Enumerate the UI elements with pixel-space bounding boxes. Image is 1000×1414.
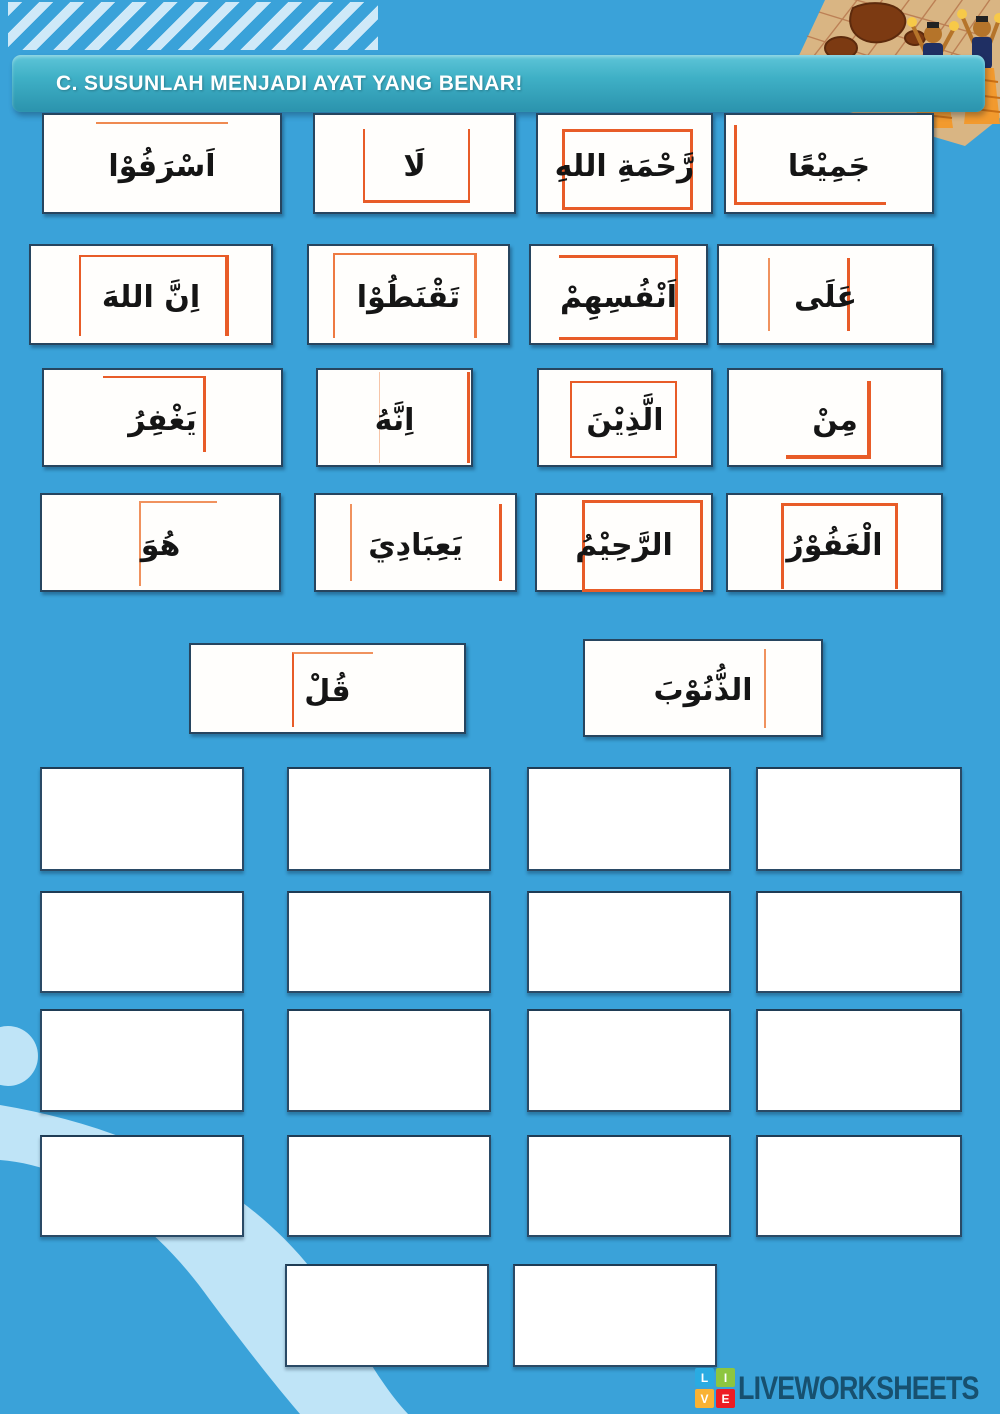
logo-tile-v: V: [695, 1389, 714, 1408]
answer-slot[interactable]: [40, 1135, 244, 1237]
answer-slot[interactable]: [287, 1135, 491, 1237]
arabic-word: لَا: [403, 148, 426, 184]
answer-slot[interactable]: [287, 1009, 491, 1112]
arabic-word: يَعِبَادِيَ: [368, 527, 463, 563]
answer-slot[interactable]: [756, 767, 962, 871]
arabic-word: عَلَى: [793, 279, 858, 315]
word-card[interactable]: [583, 639, 823, 737]
word-card[interactable]: [717, 244, 934, 345]
logo-tile-i: I: [716, 1368, 735, 1387]
word-card[interactable]: [537, 368, 713, 467]
word-card[interactable]: [42, 368, 283, 467]
answer-slot[interactable]: [285, 1264, 489, 1367]
arabic-word: تَقْنَطُوْا: [356, 279, 461, 315]
section-header: [12, 55, 985, 112]
answer-slot[interactable]: [527, 1135, 731, 1237]
answer-slot[interactable]: [756, 1135, 962, 1237]
answer-slot[interactable]: [287, 891, 491, 993]
arabic-word: رَّحْمَةِ اللهِ: [554, 148, 695, 184]
word-card[interactable]: [313, 113, 516, 214]
arabic-word: الرَّحِيْمُ: [575, 527, 673, 563]
arabic-word: اَنْفُسِهِمْ: [560, 279, 677, 315]
answer-slot[interactable]: [756, 891, 962, 993]
word-card[interactable]: [536, 113, 713, 214]
answer-slot[interactable]: [40, 891, 244, 993]
bracket-mark: [764, 649, 766, 729]
word-card[interactable]: [316, 368, 473, 467]
arabic-word: الذُّنُوْبَ: [653, 673, 753, 708]
word-card[interactable]: [307, 244, 510, 345]
word-card[interactable]: [29, 244, 273, 345]
answer-slot[interactable]: [527, 891, 731, 993]
bracket-mark: [96, 122, 228, 124]
word-card[interactable]: [314, 493, 517, 592]
liveworksheets-logo: [695, 1368, 1000, 1408]
diagonal-stripes-decoration: [8, 2, 378, 50]
answer-slot[interactable]: [513, 1264, 717, 1367]
word-card[interactable]: [40, 493, 281, 592]
section-title: C. SUSUNLAH MENJADI AYAT YANG BENAR!: [56, 71, 523, 95]
arabic-word: يَغْفِرُ: [128, 402, 197, 438]
answer-slot[interactable]: [40, 1009, 244, 1112]
arabic-word: اِنَّهُ: [374, 402, 415, 438]
word-card[interactable]: [726, 493, 943, 592]
answer-slot[interactable]: [287, 767, 491, 871]
arabic-word: اِنَّ اللهَ: [101, 279, 201, 315]
liveworksheets-logo-icon: [695, 1368, 735, 1408]
word-card[interactable]: [535, 493, 713, 592]
word-card[interactable]: [42, 113, 282, 214]
logo-tile-e: E: [716, 1389, 735, 1408]
word-card[interactable]: [727, 368, 943, 467]
arabic-word: اَسْرَفُوْا: [108, 148, 216, 184]
logo-tile-l: L: [695, 1368, 714, 1387]
arabic-word: قُلْ: [304, 673, 351, 709]
answer-slot[interactable]: [756, 1009, 962, 1112]
arabic-word: الْغَفُوْرُ: [786, 527, 883, 563]
word-card[interactable]: [189, 643, 466, 734]
word-card[interactable]: [724, 113, 934, 214]
liveworksheets-logo-text: LIVEWORKSHEETS: [738, 1369, 979, 1406]
answer-slot[interactable]: [527, 767, 731, 871]
arabic-word: جَمِيْعًا: [787, 148, 871, 184]
arabic-word: مِنْ: [812, 402, 858, 438]
arabic-word: هُوَ: [140, 527, 181, 563]
answer-slot[interactable]: [527, 1009, 731, 1112]
arabic-word: الَّذِيْنَ: [586, 402, 664, 438]
answer-slot[interactable]: [40, 767, 244, 871]
word-card[interactable]: [529, 244, 708, 345]
